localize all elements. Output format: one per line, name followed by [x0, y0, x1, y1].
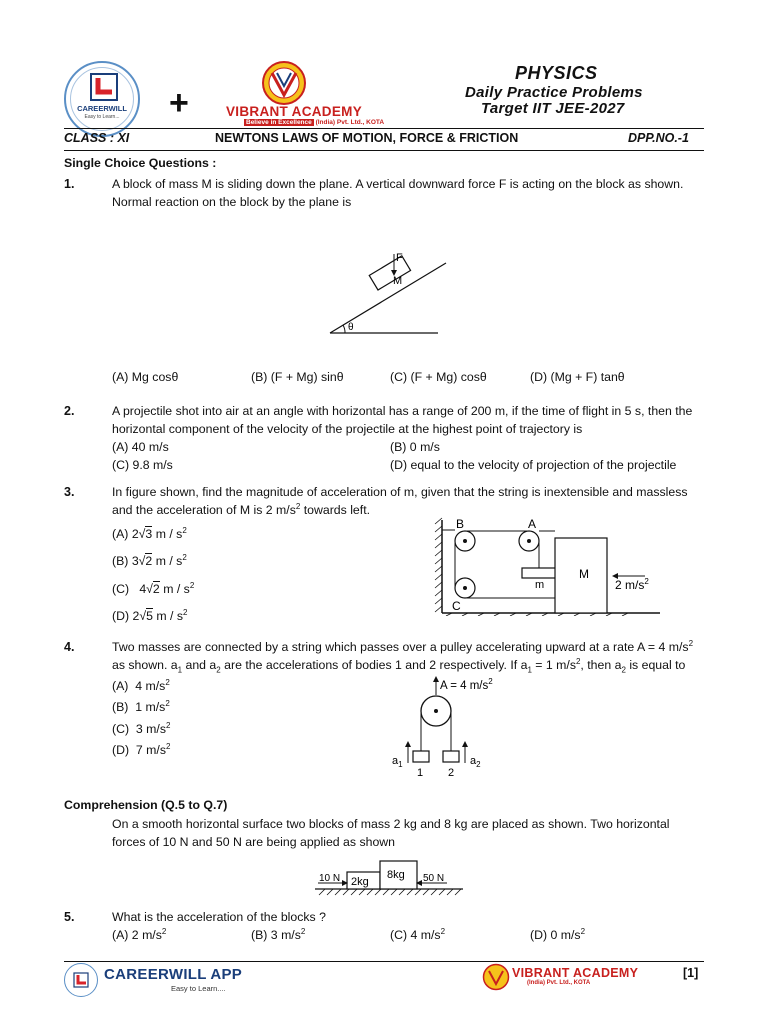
subject-title: PHYSICS: [515, 63, 598, 83]
comprehension-title: Comprehension (Q.5 to Q.7): [64, 798, 228, 812]
footer-vibrant-emblem-icon: [482, 963, 510, 991]
dpp-number: DPP.NO.-1: [628, 131, 689, 145]
q2-option-d: (D) equal to the velocity of projection of the projectile: [390, 458, 677, 472]
comp-fig-force-10n: 10 N: [319, 873, 341, 884]
q3-text-line1: In figure shown, find the magnitude of acceleration of m, given that the string is inextensible and massless: [112, 485, 688, 499]
class-label: CLASS : XI: [64, 131, 130, 145]
comp-fig-block-8kg: 8kg: [387, 869, 405, 881]
section-title: Single Choice Questions :: [64, 156, 217, 170]
q2-option-a: (A) 40 m/s: [112, 440, 169, 454]
page-number: [1]: [683, 966, 699, 980]
q5-option-d: (D) 0 $m/s^2$: [530, 926, 586, 942]
q4-fig-a2: $a_2$: [470, 755, 481, 769]
q3-fig-pulley-c: C: [452, 599, 461, 613]
q4-text-line2: as shown. $a_1$ and $a_2$ are the accelerations of bodies 1 and 2 respectively. If $a_1 = 1$ $m/s^2$, then $a_2$ is equal to: [112, 656, 686, 675]
footer-careerwill-mark-icon: [73, 972, 89, 988]
q4-option-b: (B) 1 $m/s^2$: [112, 698, 170, 714]
q5-option-b: (B) 3 $m/s^2$: [251, 926, 306, 942]
q1-option-a: (A) Mg cosθ: [112, 370, 179, 384]
footer-careerwill-tagline: Easy to Learn....: [171, 984, 226, 993]
footer-vibrant-subtitle: (India) Pvt. Ltd., KOTA: [527, 980, 591, 986]
q5-number: 5.: [64, 910, 75, 924]
footer-vibrant-academy: VIBRANT ACADEMY: [512, 966, 639, 980]
q3-fig-pulley-b: B: [456, 517, 465, 531]
comprehension-blocks-figure: [315, 859, 465, 899]
q5-option-a: (A) 2 $m/s^2$: [112, 926, 167, 942]
vibrant-academy-name: VIBRANT ACADEMY: [226, 104, 362, 119]
q4-option-c: (C) 3 $m/s^2$: [112, 720, 171, 736]
q4-text-line1: Two masses are connected by a string which passes over a pulley accelerating upward at a rate A = 4 $m/s^2$: [112, 638, 694, 654]
q1-fig-mass-label: M: [393, 275, 403, 287]
vibrant-academy-emblem-icon: [257, 60, 311, 106]
q1-option-b: (B) (F + Mg) sinθ: [251, 370, 344, 384]
q1-fig-force-label: F: [396, 252, 403, 264]
q1-option-d: (D) (Mg + F) tanθ: [530, 370, 625, 384]
header-rule-top: [64, 128, 704, 129]
q3-fig-big-mass: M: [579, 567, 589, 581]
q2-option-b: (B) 0 m/s: [390, 440, 440, 454]
q2-number: 2.: [64, 404, 75, 418]
q4-pulley-figure: [385, 673, 495, 783]
q5-option-c: (C) 4 $m/s^2$: [390, 926, 446, 942]
q1-text-line1: A block of mass M is sliding down the plane. A vertical downward force F is acting on the block as shown.: [112, 177, 684, 191]
comp-fig-force-50n: 50 N: [423, 873, 445, 884]
header-rule-bottom: [64, 150, 704, 151]
footer-rule: [64, 961, 704, 962]
q2-text-line2: horizontal component of the velocity of the projectile at the highest point of trajectory is: [112, 422, 583, 436]
q3-text-line2: and the acceleration of M is 2 $m/s^2$ towards left.: [112, 501, 371, 517]
careerwill-mark-icon: [90, 73, 118, 101]
q1-text-line2: Normal reaction on the block by the plane is: [112, 195, 352, 209]
q3-option-d: (D) 2√5 m / $s^2$: [112, 607, 188, 623]
comprehension-line2: forces of 10 N and 50 N are being applied as shown: [112, 835, 396, 849]
careerwill-logo: [64, 61, 140, 137]
vibrant-academy-subtitle: Believe in Excellence (India) Pvt. Ltd., KOTA: [246, 119, 385, 126]
careerwill-logo-name: CAREERWILL: [77, 104, 127, 113]
footer-careerwill-app: CAREERWILL APP: [104, 966, 243, 983]
q1-option-c: (C) (F + Mg) cosθ: [390, 370, 487, 384]
comprehension-line1: On a smooth horizontal surface two blocks of mass 2 kg and 8 kg are placed as shown. Two horizontal: [112, 817, 670, 831]
q3-option-b: (B) 3√2 m / $s^2$: [112, 552, 187, 568]
footer-careerwill-logo: [64, 963, 98, 997]
q1-number: 1.: [64, 177, 75, 191]
q4-fig-label-2: 2: [448, 767, 455, 779]
q5-text: What is the acceleration of the blocks ?: [112, 910, 326, 924]
q3-fig-acceleration: 2 $m/s^2$: [615, 577, 649, 592]
q4-number: 4.: [64, 640, 75, 654]
q4-fig-a1: $a_1$: [392, 755, 403, 769]
q4-option-d: (D) 7 $m/s^2$: [112, 741, 171, 757]
q3-number: 3.: [64, 485, 75, 499]
q2-text-line1: A projectile shot into air at an angle with horizontal has a range of 200 m, if the time of flight in 5 s, then the: [112, 404, 693, 418]
q3-option-a: (A) 2√3 m / $s^2$: [112, 525, 187, 541]
topic-title: NEWTONS LAWS OF MOTION, FORCE & FRICTION: [215, 131, 519, 145]
q4-option-a: (A) 4 $m/s^2$: [112, 677, 170, 693]
q3-option-c: (C) 4√2 m / $s^2$: [112, 580, 195, 596]
q3-fig-pulley-a: A: [528, 517, 537, 531]
plus-sign: +: [169, 84, 189, 122]
q3-pulley-figure: [432, 516, 662, 616]
target-title: Target IIT JEE-2027: [481, 100, 625, 117]
careerwill-logo-tag: Easy to Learn...: [84, 114, 120, 120]
q3-fig-small-mass: m: [535, 579, 545, 591]
q1-fig-angle-label: θ: [348, 322, 354, 333]
q4-fig-pulley-acc: A = 4 $m/s^2$: [440, 677, 493, 692]
comp-fig-block-2kg: 2kg: [351, 876, 369, 888]
q1-incline-figure: [320, 242, 450, 340]
dpp-subtitle: Daily Practice Problems: [465, 84, 643, 101]
q4-fig-label-1: 1: [417, 767, 424, 779]
q2-option-c: (C) 9.8 m/s: [112, 458, 173, 472]
